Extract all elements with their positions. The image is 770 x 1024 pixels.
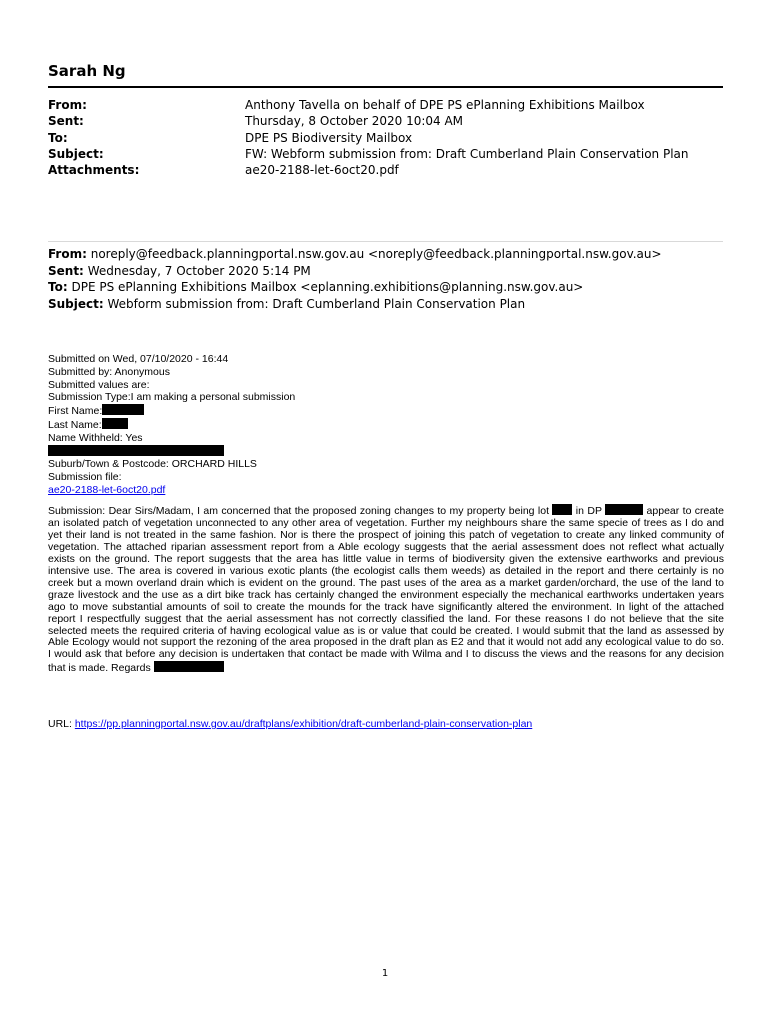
fwd-sent-row: [48, 263, 662, 280]
redaction-dp: [605, 504, 643, 515]
header-sent-row: [48, 113, 689, 129]
redaction-signature: [154, 661, 224, 672]
submission-file-label: Submission file:: [48, 471, 122, 484]
owner-name: Sarah Ng: [48, 62, 126, 80]
fwd-subject-label: Subject:: [48, 296, 104, 311]
url-row: [48, 718, 532, 730]
forwarded-header: [48, 246, 662, 312]
submission-meta: [48, 353, 295, 497]
sent-value: Thursday, 8 October 2020 10:04 AM: [245, 114, 464, 129]
redaction-line: [48, 445, 224, 456]
submission-body: [48, 504, 724, 675]
submission-file-link[interactable]: ae20-2188-let-6oct20.pdf: [48, 483, 166, 496]
submission-type: Submission Type:I am making a personal submission: [48, 391, 296, 404]
page-number: 1: [381, 968, 389, 979]
submission-file-row: [48, 484, 295, 497]
fwd-subject-row: [48, 296, 662, 313]
fwd-from-row: [48, 246, 662, 263]
header-attachments-row: [48, 162, 689, 178]
redaction-lot: [552, 504, 572, 515]
fwd-to-value: DPE PS ePlanning Exhibitions Mailbox <eplanning.exhibitions@planning.nsw.gov.au>: [71, 280, 584, 294]
fwd-subject-value: Webform submission from: Draft Cumberland Plain Conservation Plan: [107, 296, 526, 311]
fwd-to-label: To:: [48, 280, 68, 294]
subject-value: FW: Webform submission from: Draft Cumberland Plain Conservation Plan: [245, 146, 689, 161]
fwd-from-label: From:: [48, 247, 87, 261]
fwd-sent-label: Sent:: [48, 263, 84, 278]
url-label: URL:: [48, 718, 75, 730]
last-name-row: [48, 418, 295, 432]
first-name-row: [48, 404, 295, 418]
sent-label: Sent:: [48, 114, 84, 129]
name-withheld: Name Withheld: Yes: [48, 431, 143, 444]
email-header: [48, 97, 689, 178]
body-part1: Submission: Dear Sirs/Madam, I am concerned that the proposed zoning changes to my property being lot: [48, 505, 553, 517]
subject-label: Subject:: [48, 146, 104, 161]
submitted-values: Submitted values are:: [48, 378, 150, 391]
to-value: DPE PS Biodiversity Mailbox: [245, 130, 413, 145]
fwd-to-row: [48, 279, 662, 296]
fwd-from-value: noreply@feedback.planningportal.nsw.gov.au <noreply@feedback.planningportal.nsw.gov.au>: [90, 247, 662, 261]
submitted-on: Submitted on Wed, 07/10/2020 - 16:44: [48, 353, 229, 365]
fwd-sent-value: Wednesday, 7 October 2020 5:14 PM: [87, 263, 311, 278]
redaction-first-name: [102, 404, 144, 415]
first-name-label: First Name:: [48, 405, 103, 418]
header-from-row: [48, 97, 689, 113]
from-value: Anthony Tavella on behalf of DPE PS ePlanning Exhibitions Mailbox: [245, 98, 645, 112]
url-link[interactable]: https://pp.planningportal.nsw.gov.au/draftplans/exhibition/draft-cumberland-plain-conservation-plan: [74, 718, 533, 730]
from-label: From:: [48, 98, 87, 112]
forward-divider: [48, 241, 723, 242]
header-subject-row: [48, 146, 689, 162]
submitted-by: Submitted by: Anonymous: [48, 365, 170, 378]
header-divider: [48, 86, 723, 88]
to-label: To:: [48, 130, 68, 145]
attachments-label: Attachments:: [48, 163, 140, 178]
body-part2: in DP: [572, 505, 606, 517]
redacted-line-row: [48, 445, 295, 459]
suburb: Suburb/Town & Postcode: ORCHARD HILLS: [48, 458, 257, 471]
body-part3: appear to create an isolated patch of vegetation unconnected to any other area of vegetation. Further my neighbours share the same specie of trees as I do and yet their land is not treated in the same fashion. Nor is there the prospect of joining this patch of vegetation to create any linked community of vegetation. The attached riparian assessment report from a Able ecology suggests that the aerial assessment does not reflect what actually exists on the ground. The report suggests that the area has little value in terms of biodiversity given the extensive earthworks and previous intensive use. The area is covered in various exotic plants (the ecologist calls them weeds) as detailed in the report and there certainly is no creek but a mown overland drain which is evident on the ground. The past uses of the area as a market garden/orchard, the use of the land to graze livestock and the use as a dirt bike track has certainly changed the environment especially the mechanical earthworks undertaken years ago to move substantial amounts of soil to create the mounds for the track have significantly altered the environment. In light of the attached report I respectfully suggest that the aerial assessment has not correctly classified the land. For these reasons I do not believe that the site selected meets the required criteria of having ecological value as is or value that could be created. I would submit that the land as assessed by Able Ecology would not support the rezoning of the area proposed in the draft plan as E2 and that it would not add any ecological value to do so. I would ask that before any decision is undertaken that contact be made with Wilma and I to discuss the views and the reasons for any decision that is made. Regards: [48, 505, 724, 675]
attachments-value: ae20-2188-let-6oct20.pdf: [245, 163, 399, 178]
redaction-last-name: [102, 418, 128, 429]
header-to-row: [48, 130, 689, 146]
last-name-label: Last Name:: [48, 418, 102, 431]
